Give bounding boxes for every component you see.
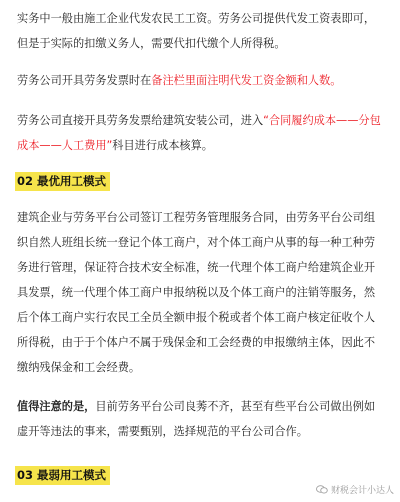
notice-text: 目前劳务平台公司良莠不齐，甚至有些平台公司做出例如虚开等违法的事来，需要甄别，选择规范的平台公司合作。 <box>17 400 376 438</box>
cost-accounting-tail: 科目进行成本核算。 <box>112 139 213 152</box>
section-heading-03 <box>15 466 110 485</box>
watermark-text: 财税会计小达人 <box>330 486 394 496</box>
section-heading-02-label: 02 最优用工模式 <box>15 172 110 191</box>
invoice-remark-highlight: 备注栏里面注明代发工资金额和人数。 <box>151 74 342 87</box>
paragraph-platform-model: 建筑企业与劳务平台公司签订工程劳务管理服务合同，由劳务平台公司组织自然人班组长统一登记个体工商户，对个体工商户从事的每一种工种劳务进行管理，保证符合技术安全标准，统一代理个体工商户给建筑企业开具发票，统一代理个体工商户申报纳税以及个体工商户的注销等服务，然后个体工商户实行农民工全员全额申报个税或者个体工商户核定征收个人所得税，由于于个体户不属于残保金和工会经费的申报缴纳主体，因此不缴纳残保金和工会经费。 <box>17 211 376 374</box>
section-heading-02 <box>15 172 110 191</box>
section-heading-03-label: 03 最弱用工模式 <box>15 466 110 485</box>
paragraph-wage-payment: 实务中一般由施工企业代发农民工工资。劳务公司提供代发工资表即可，但是于实际的扣缴义务人，需要代扣代缴个人所得税。 <box>17 12 376 50</box>
paragraph-notice <box>17 394 385 444</box>
watermark <box>316 483 394 496</box>
wechat-icon <box>316 485 328 494</box>
cost-accounting-text: 劳务公司直接开具劳务发票给建筑安装公司，进入 <box>17 114 264 127</box>
paragraph-invoice-remark <box>17 68 385 93</box>
notice-bold-lead: 值得注意的是， <box>17 400 96 413</box>
cost-accounting-highlight: “合同履约成本——分包成本——人工费用” <box>17 114 381 152</box>
paragraph-cost-accounting <box>17 108 385 158</box>
invoice-remark-text: 劳务公司开具劳务发票时在 <box>17 74 152 87</box>
